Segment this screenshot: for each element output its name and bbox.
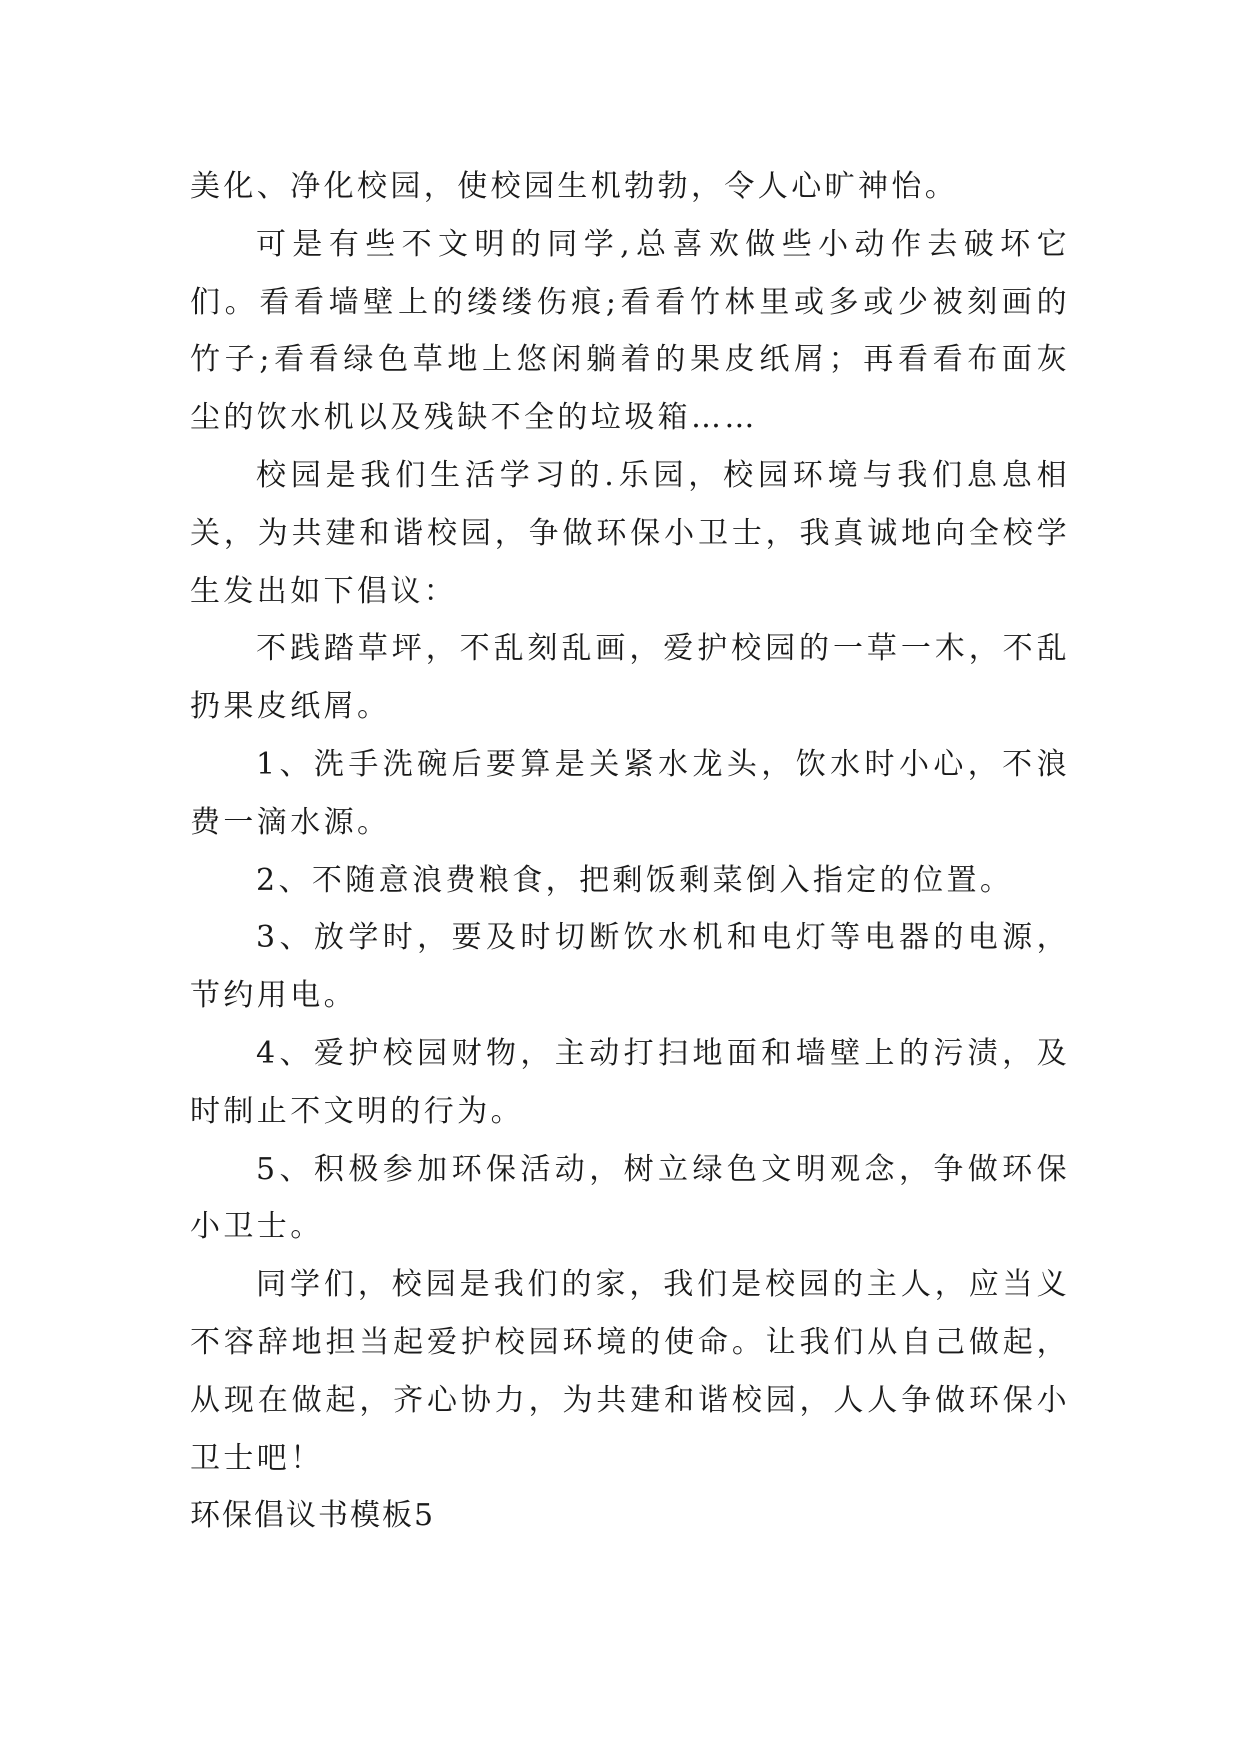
paragraph-3: 校园是我们生活学习的.乐园，校园环境与我们息息相关，为共建和谐校园，争做环保小卫士，我真诚地向全校学生发出如下倡议： (190, 457, 1070, 609)
section-heading: 环保倡议书模板5 (190, 1498, 436, 1534)
document-body (190, 158, 1070, 1545)
list-item-2: 2、不随意浪费粮食，把剩饭剩菜倒入指定的位置。 (256, 862, 1014, 898)
list-item-3: 3、放学时，要及时切断饮水机和电灯等电器的电源，节约用电。 (190, 920, 1070, 1014)
paragraph-4: 不践踏草坪，不乱刻乱画，爱护校园的一草一木，不乱扔果皮纸屑。 (190, 631, 1070, 725)
closing-paragraph: 同学们，校园是我们的家，我们是校园的主人，应当义不容辞地担当起爱护校园环境的使命。让我们从自己做起，从现在做起，齐心协力，为共建和谐校园，人人争做环保小卫士吧！ (190, 1267, 1070, 1476)
list-item-5: 5、积极参加环保活动，树立绿色文明观念，争做环保小卫士。 (190, 1151, 1070, 1245)
paragraph-1: 美化、净化校园，使校园生机勃勃，令人心旷神怡。 (190, 169, 959, 204)
list-item-4: 4、爱护校园财物，主动打扫地面和墙壁上的污渍，及时制止不文明的行为。 (190, 1035, 1070, 1129)
paragraph-2: 可是有些不文明的同学,总喜欢做些小动作去破坏它们。看看墙壁上的缕缕伤痕;看看竹林里或多或少被刻画的竹子;看看绿色草地上悠闲躺着的果皮纸屑；再看看布面灰尘的饮水机以及残缺不全的垃圾箱…… (190, 226, 1070, 436)
list-item-1: 1、洗手洗碗后要算是关紧水龙头，饮水时小心，不浪费一滴水源。 (190, 746, 1070, 840)
